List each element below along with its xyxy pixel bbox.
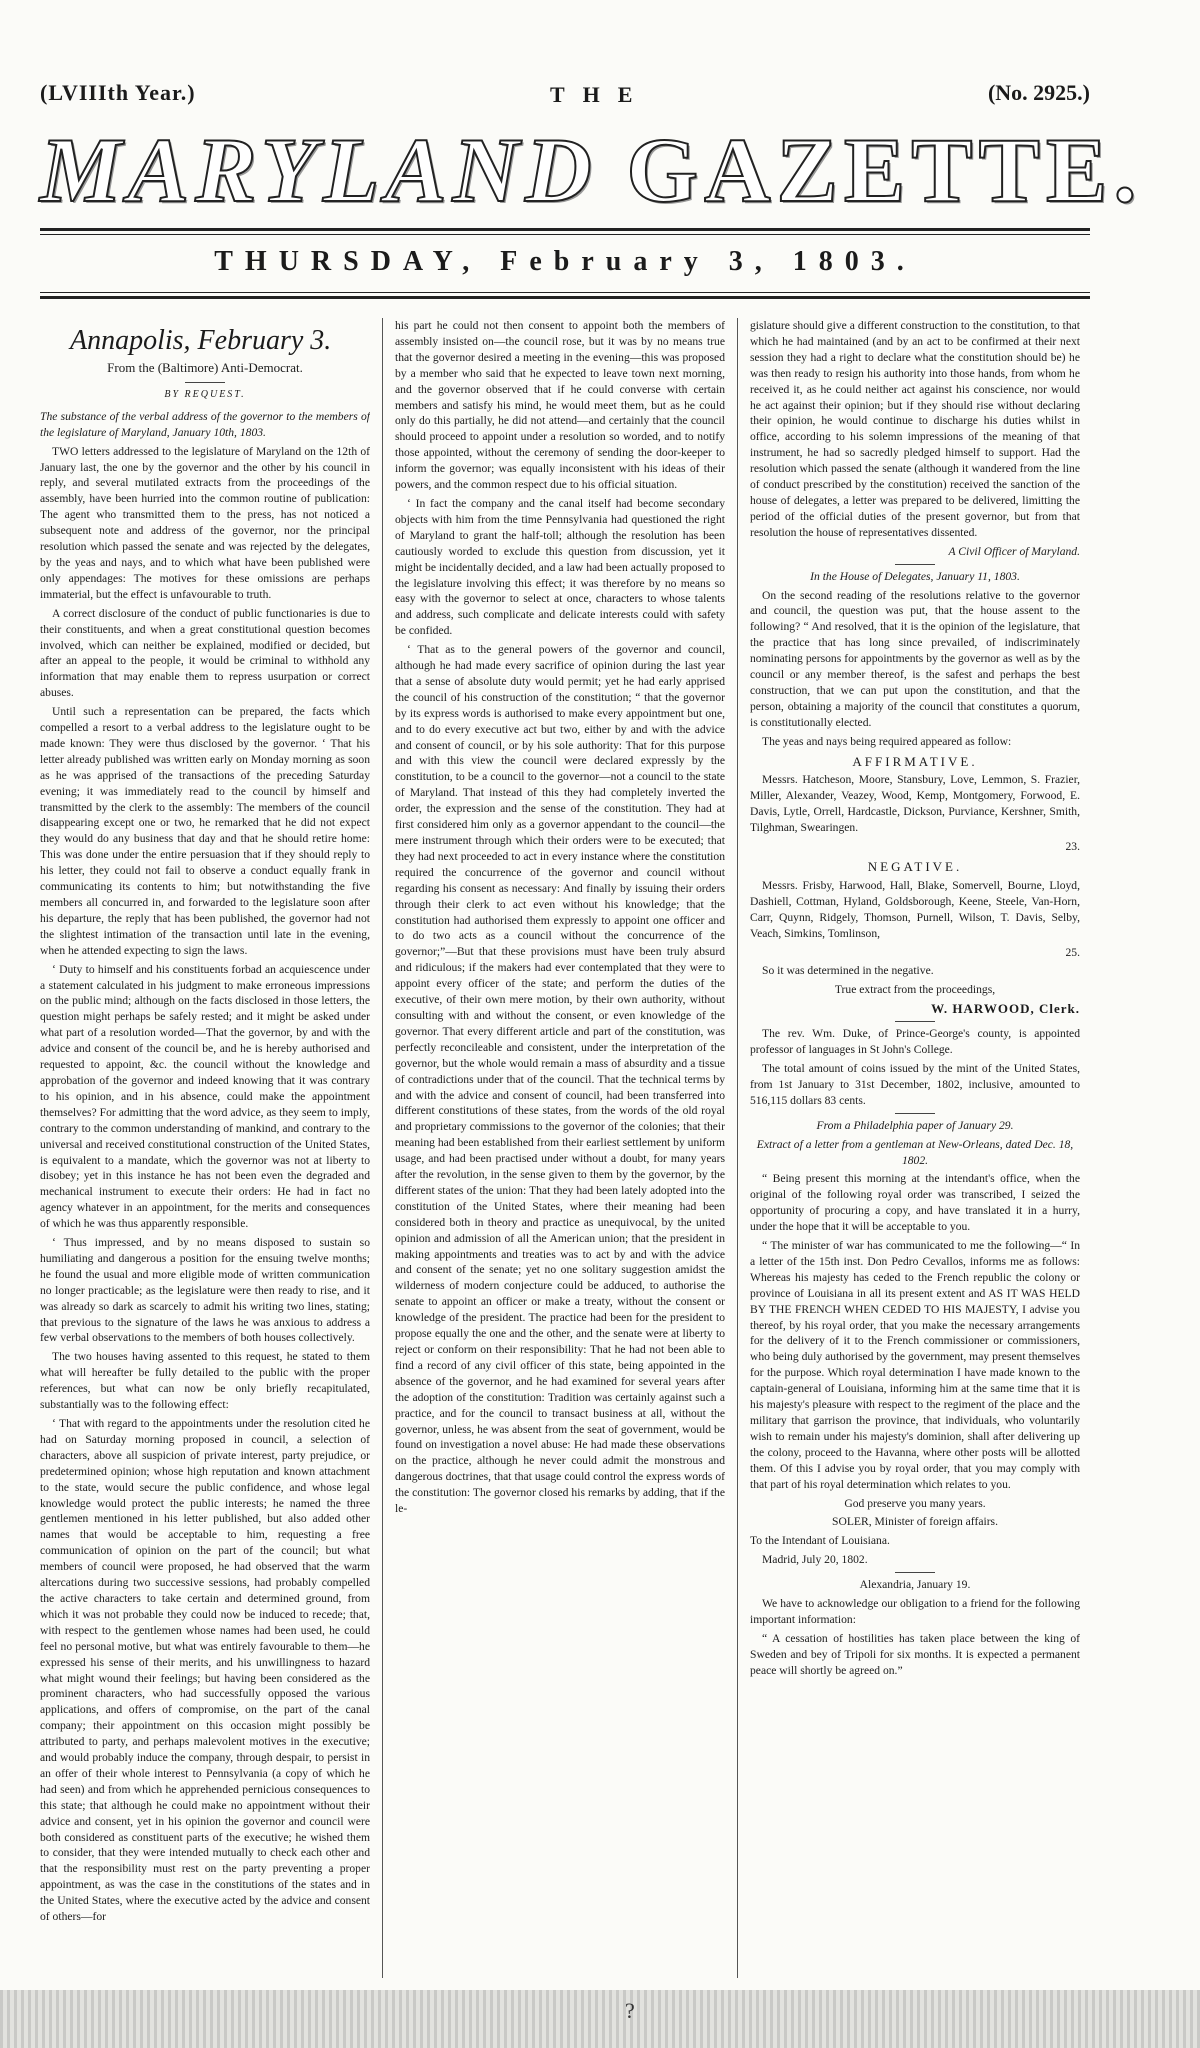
negative-heading: NEGATIVE. xyxy=(867,859,963,874)
madrid-line: Madrid, July 20, 1802. xyxy=(762,1553,868,1567)
intendant-line: To the Intendant of Louisiana. xyxy=(750,1534,890,1548)
paragraph: ‘ In fact the company and the canal itself had become secondary objects with him from the time Pennsylvania had questioned the right of Maryland to grant the half-toll; although the resolution has been cautiously worded to exclude this question from discussion, yet it might be incidentally decided, and a law had been actually proposed to the legislature involving this effect; it was therefore by no means so easy with the governor to select at once, characters to whose talents and address, such complicate and delicate interests could with safety be confided. xyxy=(395,496,725,638)
negative-count: 25. xyxy=(1065,945,1080,959)
divider xyxy=(895,1113,935,1114)
paragraph: his part he could not then consent to appoint both the members of assembly insisted on—the council rose, but it was by no means true that the governor desired a meeting in the evening—this was proposed by a member who said that he expected to leave town next morning, and the governor observed that if he could converse with certain members and satisfy his mind, he would meet them, but as he could only do this partially, he did not attend—and certainly that the council should proceed to appoint under a resolution so worded, and to notify those appointed, without the ceremony of sending the door-keeper to inform the governor; was equally inconsistent with his ideas of their powers, and the common respect due to his official situation. xyxy=(395,319,725,492)
byline: BY REQUEST. xyxy=(164,388,246,400)
house-header: In the House of Delegates, January 11, 1803. xyxy=(810,569,1020,583)
bottom-rule xyxy=(40,296,1090,299)
paragraph: The two houses having assented to this request, he stated to them what will hereafter be fully detailed to the public with the proper references, but what can now be only briefly recapitulated, substantially was to the following effect: xyxy=(40,1350,370,1412)
philadelphia-header: From a Philadelphia paper of January 29. xyxy=(816,1118,1014,1132)
paragraph: “ A cessation of hostilities has taken place between the king of Sweden and bey of Tripoli for six months. It is expected a permanent peace will shortly be agreed on.” xyxy=(750,1631,1080,1677)
column-3 xyxy=(750,318,1080,1978)
paragraph: ‘ Thus impressed, and by no means disposed to sustain so humiliating and dangerous a position for the ensuing twelve months; he found the usual and more eligible mode of written communication no longer practicable; as the legislature were then ready to rise, and it was already so dark as scarcely to admit his writing two lines, stating; that previous to the signature of the laws he was anxious to address a few verbal observations to the members of both houses collectively. xyxy=(40,1236,370,1345)
paragraph: ‘ That with regard to the appointments under the resolution cited he had on Saturday morning proposed in council, a selection of characters, above all suspicion of private interest, party prejudice, or predetermined opinion; whose high reputation and known attachment to the state, would secure the public confidence, and whose legal knowledge would protect the public interests; he named the three gentlemen mentioned in his letter published, but also added other names that would be acceptable to him, requesting a free communication of opinion on the part of the council; but what members of council were proposed, he had observed that the warm altercations during two successive sessions, had probably compelled the active characters to take certain and determined ground, from which it was not probable they could now be induced to recede; that, with respect to the gentlemen whose names had been used, he could feel no personal motive, but what was entirely favourable to them—he expressed his sense of their merits, and his unwillingness to hazard what might wound their feelings; but having been considered as the prominent characters, who had successfully opposed the various applications, and offers of compromise, on the part of the canal company; their appointment on this occasion might possibly be attributed to party, and perhaps malevolent motives in the executive; and would probably induce the company, through despair, to persist in an offer of their whole interest to Pennsylvania (a copy of which he had seen) and from which he apprehended pernicious consequences to this state; that although he could make no appointment without their advice and consent, yet in his opinion the governor and council were both considered as constituent parts of the executive; he wished them to consider, that they were intended mutually to check each other and that the responsibility must rest on the party preventing a proper appointment, as was the case in the constitutions of the states and in the United States, where the executive acted by the advice and consent of others—for xyxy=(40,1417,370,1924)
alexandria-header: Alexandria, January 19. xyxy=(859,1578,971,1592)
column-divider xyxy=(382,318,383,1978)
extract-header: Extract of a letter from a gentleman at New-Orleans, dated Dec. 18, 1802. xyxy=(756,1137,1074,1167)
paragraph: On the second reading of the resolutions relative to the governor and council, the question was put, that the house assent to the following? “ And resolved, that it is the opinion of the legislature, that the practice that has long since prevailed, of indiscriminately nominating persons for appointments by the governor as well as by the council or any member thereof, is the safest and perhaps the best construction, that we can put upon the constitution, and that the person, obtaining a majority of the council that constitutes a quorum, is constitutionally elected. xyxy=(750,588,1080,729)
title-maryland: MARYLAND xyxy=(40,119,598,221)
year-label: (LVIIIth Year.) xyxy=(40,80,196,105)
divider xyxy=(895,1572,935,1573)
soler-signature: SOLER, Minister of foreign affairs. xyxy=(832,1515,998,1529)
affirmative-count: 23. xyxy=(1065,840,1080,854)
the-label: THE xyxy=(550,82,651,107)
bottom-rule-thin xyxy=(40,292,1090,293)
newspaper-title xyxy=(40,119,1143,221)
clerk-signature: W. HARWOOD, Clerk. xyxy=(931,1001,1080,1017)
title-gazette: GAZETTE. xyxy=(626,119,1143,221)
paragraph: Until such a representation can be prepared, the facts which compelled a resort to a verbal address to the legislature ought to be made known: They were thus disclosed by the governor. ‘ That his letter already published was written early on Monday morning as soon as he was apprised of the transactions of the preceding Saturday evening; it was immediately read to the council by himself and transmitted by the clerk to the assembly: The members of the council disappearing except one or two, he remarked that he did not expect they would do any business that day and that he should retire home: This was done under the entire persuasion that if they should reply to his letter, they could not fail to observe a conduct equally frank in communicating its contents to him; but notwithstanding the five members all concurred in, and forwarded to the legislature soon after his departure, the reply that has been published, the governor had not the slightest intimation of the transaction until late in the evening, when he attended expecting to sign the laws. xyxy=(40,705,370,957)
affirmative-heading: AFFIRMATIVE. xyxy=(852,753,978,769)
extract-line: True extract from the proceedings, xyxy=(834,983,996,997)
paragraph: The yeas and nays being required appeared as follow: xyxy=(762,734,1012,748)
dateline-annapolis: Annapolis, February 3. xyxy=(70,325,332,356)
paragraph: So it was determined in the negative. xyxy=(762,964,934,978)
source-line: From the (Baltimore) Anti-Democrat. xyxy=(107,360,303,375)
paragraph: A correct disclosure of the conduct of public functionaries is due to their constituents, and when a great constitutional question becomes involved, which can neither be explained, modified or decided, but after an appeal to the people, it would be criminal to withhold any information that may enable them to repress usurpation or correct abuses. xyxy=(40,606,370,700)
divider xyxy=(185,382,225,383)
scan-edge xyxy=(0,1990,1200,2048)
column-1 xyxy=(40,318,370,1978)
paragraph: ‘ That as to the general powers of the governor and council, although he had made every sacrifice of opinion during the last year that a sense of absolute duty would permit; yet he had early apprised the council of his construction of the constitution; “ that the governor by its express words is authorised to make every appointment but one, and to do every executive act but two, either by and with the advice and consent of council, or by his sole authority: That for this purpose and with this view the council were declared expressly by the constitution, to be a council to the governor—not a council to the state of Maryland. That instead of this they had completely inverted the order, the expression and the sense of the constitution. They had at first considered him only as a governor appendant to the council—the mere instrument through which their orders were to be executed; that they had next proceeded to act in every instance where the constitution required the concurrence of the governor and council without regarding his consent as necessary: And finally by issuing their orders through their clerk to act even without his knowledge; that the constitution had authorised them expressly to appoint one officer and to do two acts as a council without the concurrence of the governor;”—But that these provisions must have been truly absurd and ridiculous; if the makers had ever contemplated that they were to appoint every officer of the state; and perform the duties of the executive, of their own mere motion, by their own authority, without consulting with and without the consent, or even knowledge of the governor. That every different article and part of the constitution, was perfectly reconcileable and consistent, under the interpretation of the governor, but the whole would remain a mass of absurdity and a tissue of contradictions under that of the council. That the technical terms by and with the advice and consent of council, had been transferred into different constitutions of these states, from the words of the old royal and proprietary commissions to the governor of the colonies; that their meaning had been established from their earliest settlement by uniform usage, and had been practised under without a doubt, for many years after the revolution, in the sense given to them by the governor, by the different states of the union: That they had been lately adopted into the constitution of the United States, where their meaning had been considered both in theory and practice as unequivocal, by the united opinion and admission of all the American union; that the president in making appointments and treaties was to act by and with the advice and consent of the senate; yet no one solitary suggestion amidst the wilderness of modern conjecture could be adduced, to authorise the senate to appoint an officer or make a treaty, without the consent or knowledge of the president. The practice had been for the president to propose equally the one and the other, and the senate were at liberty to reject or conform on their responsibility: That he had not been able to find a record of any civil officer of this state, being appointed in the absence of the governor, and he had examined for several years after the adoption of the constitution: Tradition was certainly against such a practice, and for the council to transact business at all, without the governor, unless, he was absent from the seat of government, would be found on investigation a novel abuse: He had made these observations on the practice, although he never could admit the monstrous and dangerous doctrines, that that usage could control the express words of the constitution: The governor closed his remarks by adding, that if the le- xyxy=(395,643,725,1516)
column-divider xyxy=(737,318,738,1978)
paragraph: God preserve you many years. xyxy=(844,1496,986,1510)
paragraph: ‘ Duty to himself and his constituents forbad an acquiescence under a statement calculated in his judgment to make erroneous impressions on the public mind; although on the facts disclosed in those letters, the question might perhaps be safely rested; and it might be asked under what part of a resolution worded—That the governor, by and with the advice and consent of the council be, and he is hereby authorised and requested to appoint, &c. the council without the knowledge and approbation of the governor and indeed knowing that it was contrary to his opinion, and in his absence, could make the appointment themselves? For admitting that the word advice, as they seem to imply, contrary to the common understanding of mankind, and contrary to the universal and received constitutional construction of the United States, is equivalent to a mandate, which the governor was not at liberty to disobey; yet in this instance he has not been even the degraded and mechanical instrument to execute their orders: He had in fact no agency whatever in an appointment, for the merits and consequences of which he was thus apparently responsible. xyxy=(40,962,370,1231)
affirmative-names: Messrs. Hatcheson, Moore, Stansbury, Love, Lemmon, S. Frazier, Miller, Alexander, Veazey, Wood, Kemp, Montgomery, Forwood, E. Davis, Lytle, Orrell, Hardcastle, Dickson, Purviance, Kershner, Smith, Tilghman, Swearingen. xyxy=(750,773,1080,835)
signature: A Civil Officer of Maryland. xyxy=(948,544,1080,558)
paragraph: TWO letters addressed to the legislature of Maryland on the 12th of January last, the one by the governor and the other by his council in reply, and several mutilated extracts from the proceedings of the assembly, have been hurried into the common routine of publication: The agent who transmitted them to the press, has not noticed a subsequent note and address of the governor, nor the principal resolution which passed the senate and was rejected by the delegates, by the yeas and nays, and to which what have been published were only appendages: The motives for these omissions are perhaps immaterial, but the effect is unfavourable to truth. xyxy=(40,444,370,601)
scan-mark: ? xyxy=(625,1998,635,2023)
paragraph: We have to acknowledge our obligation to a friend for the following important information: xyxy=(750,1597,1080,1626)
negative-names: Messrs. Frisby, Harwood, Hall, Blake, Somervell, Bourne, Lloyd, Dashiell, Cottman, Hyland, Goldsborough, Keene, Steele, Van-Horn, Carr, Quynn, Ridgely, Thomson, Purnell, Wilson, T. Davis, Selby, Veach, Simkins, Tomlinson, xyxy=(750,878,1080,940)
paragraph: The total amount of coins issued by the mint of the United States, from 1st January to 31st December, 1802, inclusive, amounted to 516,115 dollars 83 cents. xyxy=(750,1061,1080,1107)
top-rule-thin xyxy=(40,234,1090,235)
issue-dateline: THURSDAY, February 3, 1803. xyxy=(214,246,916,277)
divider xyxy=(895,564,935,565)
paragraph: The rev. Wm. Duke, of Prince-George's county, is appointed professor of languages in St John's College. xyxy=(750,1027,1080,1057)
article-subtitle: The substance of the verbal address of the governor to the members of the legislature of Maryland, January 10th, 1803. xyxy=(40,409,370,439)
paragraph: “ Being present this morning at the intendant's office, when the original of the following royal order was transcribed, I seized the opportunity of procuring a copy, and have translated it in a hurry, under the hope that it will be acceptable to you. xyxy=(750,1172,1080,1234)
paragraph: gislature should give a different construction to the constitution, to that which he had maintained (and by an act to be confirmed at their next session they had a right to declare what the constitution should be) he was then ready to resign his authority into those hands, from whom he received it, as he could neither act against his conscience, nor would he act against their opinion; but if they should rise without declaring their opinion, he would continue to discharge his duties whilst in office, according to his solemn impressions of the meaning of that instrument, he had so sacredly pledged himself to support. Had the resolution which passed the senate (although it wandered from the line of conduct prescribed by the constitution) received the sanction of the house of delegates, a letter was prepared to be delivered, limitting the period of the official duties of the present governor, but from that resolution the house of representatives dissented. xyxy=(750,319,1080,539)
issue-number: (No. 2925.) xyxy=(987,80,1090,105)
paragraph: “ The minister of war has communicated to me the following—“ In a letter of the 15th inst. Don Pedro Cevallos, informs me as follows: Whereas his majesty has ceded to the French republic the colony or province of Louisiana in all its present extent and AS IT WAS HELD BY THE FRENCH WHEN CEDED TO HIS MAJESTY, I advise you thereof, by his royal order, that you make the necessary arrangements for the delivery of it to the French commissioner or commissioners, who being duly authorised by the government, may present themselves for the purpose. Which royal determination I have made known to the captain-general of Louisiana, informing him at the same time that it is his majesty's pleasure with respect to the regiment of the place and the military that garrison the province, that individuals, who voluntarily wish to remain under his majesty's dominion, shall after delivering up the colony, proceed to the Havanna, where other posts will be allotted them. Of this I advise you by royal order, that you may comply with that part of his royal determination which relates to you. xyxy=(750,1239,1080,1491)
top-rule xyxy=(40,228,1090,231)
column-2 xyxy=(395,318,725,1978)
masthead-top xyxy=(0,80,1200,120)
divider xyxy=(895,1021,935,1022)
